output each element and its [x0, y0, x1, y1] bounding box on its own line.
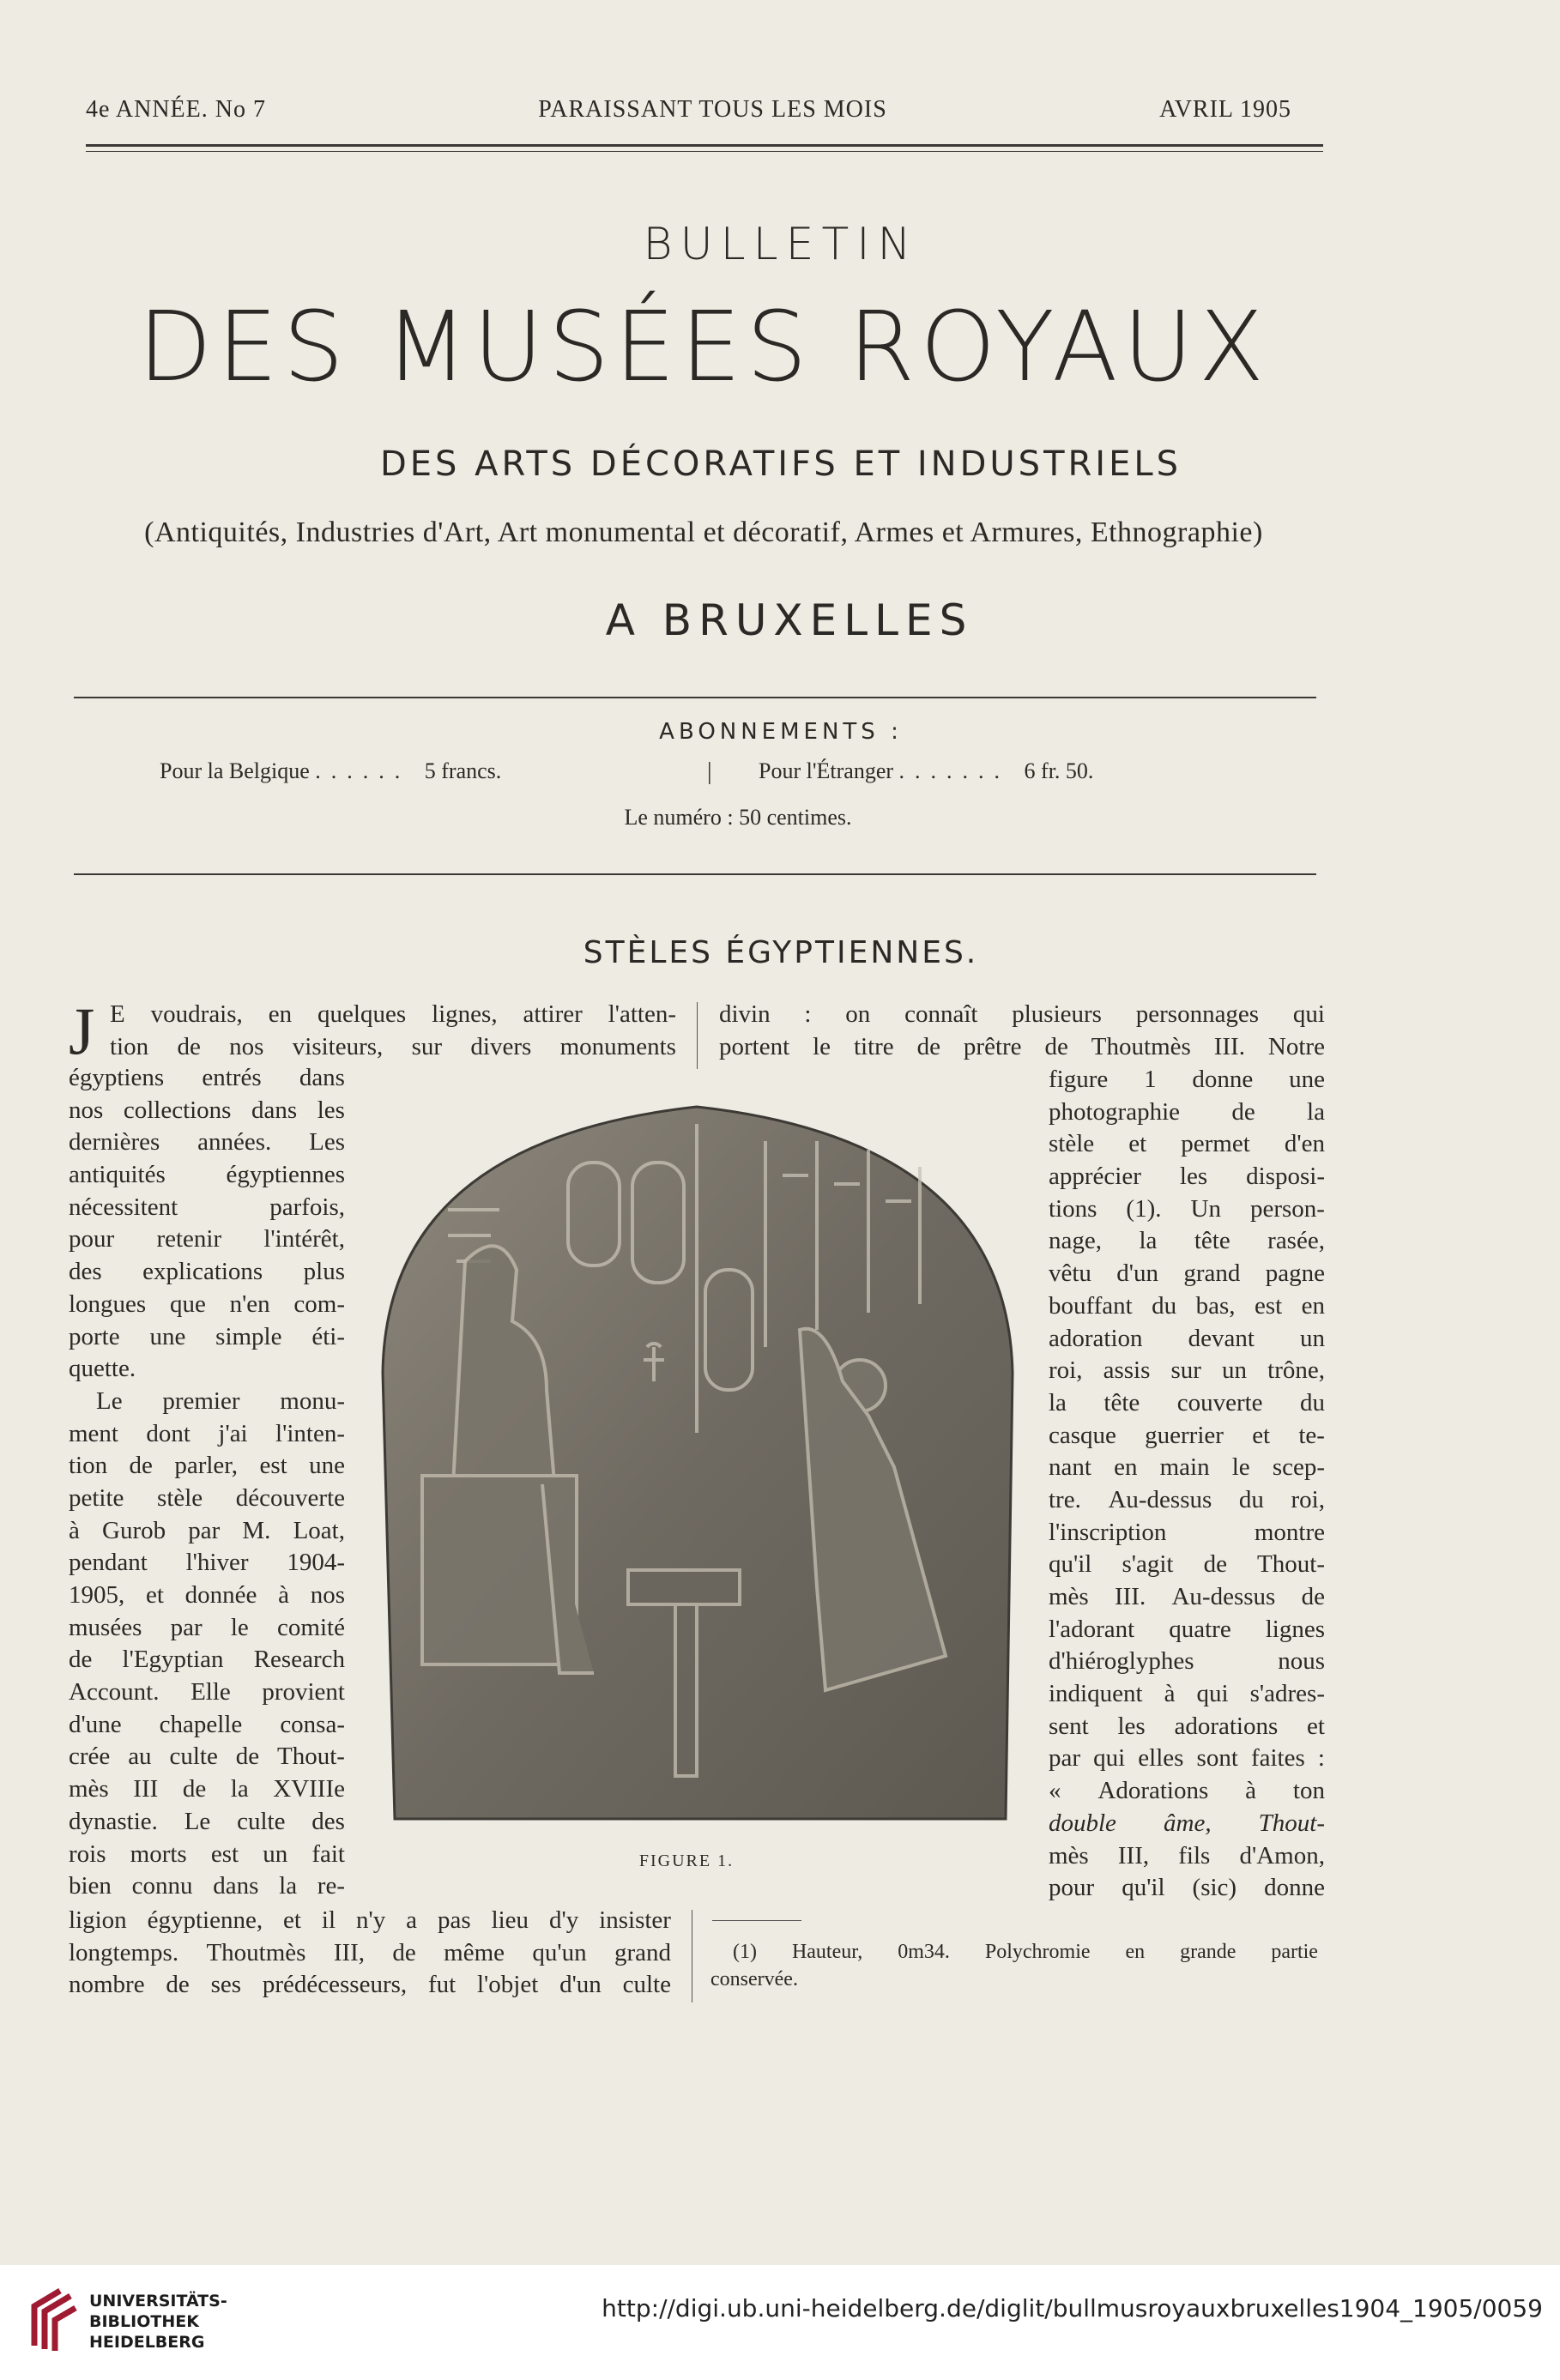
paragraph-line: longues que n'en com-: [69, 1290, 345, 1318]
issue-number: 4e ANNÉE. No 7: [86, 96, 266, 123]
belgium-price: 5 francs.: [424, 758, 502, 783]
masthead-subtitle: DES ARTS DÉCORATIFS ET INDUSTRIELS: [379, 444, 1182, 484]
paragraph-line: « Adorations à ton: [1049, 1777, 1325, 1805]
paragraph-line: des explications plus: [69, 1258, 345, 1286]
paragraph-line: tre. Au-dessus du roi,: [1049, 1485, 1325, 1513]
paragraph-line: longtemps. Thoutmès III, de même qu'un grand: [69, 1938, 671, 1966]
paragraph-line: petite stèle découverte: [69, 1483, 345, 1512]
paragraph-line: tion de parler, est une: [69, 1452, 345, 1480]
paragraph-line: vêtu d'un grand pagne: [1049, 1259, 1325, 1288]
permalink-url[interactable]: http://digi.ub.uni-heidelberg.de/diglit/bullmusroyauxbruxelles1904_1905/0059: [602, 2294, 1543, 2323]
paragraph-line: portent le titre de prêtre de Thoutmès III. Notre: [719, 1032, 1325, 1060]
paragraph-line: figure 1 donne une: [1049, 1066, 1325, 1093]
periodicity: PARAISSANT TOUS LES MOIS: [538, 96, 887, 123]
paragraph-line: dernières années. Les: [69, 1128, 345, 1157]
paragraph-line: l'inscription montre: [1049, 1518, 1325, 1546]
paragraph-line: photographie de la: [1049, 1097, 1325, 1126]
footnote-line: conservée.: [710, 1968, 798, 1990]
footer-bar: [0, 2265, 1560, 2380]
paragraph-line: roi, assis sur un trône,: [1049, 1356, 1325, 1385]
paragraph-line: d'une chapelle consa-: [69, 1710, 345, 1738]
subscriptions-heading: ABONNEMENTS :: [659, 719, 903, 745]
paragraph-line: quette.: [69, 1355, 136, 1383]
paragraph-line: rois morts est un fait: [69, 1839, 345, 1868]
paragraph-line: porte une simple éti-: [69, 1322, 345, 1350]
paragraph-line: Account. Elle provient: [69, 1678, 345, 1706]
paragraph-line: tion de nos visiteurs, sur divers monuments: [110, 1032, 676, 1060]
paragraph-line: égyptiens entrés dans: [69, 1064, 345, 1091]
masthead-title: DES MUSÉES ROYAUX: [137, 292, 1270, 403]
paragraph-line: pour retenir l'intérêt,: [69, 1225, 345, 1253]
paragraph-line: nage, la tête rasée,: [1049, 1227, 1325, 1255]
running-header: [86, 96, 1291, 124]
paragraph-line: bien connu dans la re-: [69, 1872, 345, 1900]
article-title: STÈLES ÉGYPTIENNES.: [583, 935, 979, 970]
paragraph-line: crée au culte de Thout-: [69, 1743, 345, 1771]
header-rule-bottom: [86, 151, 1323, 152]
subscriptions-rule: [74, 873, 1316, 875]
paragraph-line: adoration devant un: [1049, 1324, 1325, 1352]
paragraph-line: pendant l'hiver 1904-: [69, 1549, 345, 1577]
abroad-label: Pour l'Étranger: [759, 758, 894, 783]
paragraph-line: ment dont j'ai l'inten-: [69, 1419, 345, 1447]
paragraph-line: la tête couverte du: [1049, 1388, 1325, 1417]
footnote-line: (1) Hauteur, 0m34. Polychromie en grande partie: [733, 1941, 1318, 1963]
library-name-line: UNIVERSITÄTS-: [89, 2292, 227, 2311]
paragraph-line: indiquent à qui s'adres-: [1049, 1680, 1325, 1708]
paragraph-line: apprécier les disposi-: [1049, 1163, 1325, 1191]
paragraph-line: mès III, fils d'Amon,: [1049, 1841, 1325, 1870]
paragraph-line: pour qu'il (sic) donne: [1049, 1874, 1325, 1902]
library-logo-icon: [26, 2286, 77, 2353]
paragraph-line: divin : on connaît plusieurs personnages qui: [719, 1000, 1325, 1028]
paragraph-line: 1905, et donnée à nos: [69, 1581, 345, 1609]
paragraph-line: nos collections dans les: [69, 1096, 345, 1124]
left-column-narrow: [69, 1064, 345, 1905]
drop-cap: J: [69, 994, 95, 1068]
column-divider-top: [697, 1002, 698, 1069]
right-column-intro: [719, 1000, 1325, 1065]
paragraph-line: stèle et permet d'en: [1049, 1130, 1325, 1158]
footnote: [710, 1941, 1318, 1996]
paragraph-line: nombre de ses prédécesseurs, fut l'objet d'un culte: [69, 1971, 671, 1999]
paragraph-line: nant en main le scep-: [1049, 1453, 1325, 1482]
masthead-bulletin: BULLETIN: [643, 219, 919, 270]
paragraph-line: double âme, Thout-: [1049, 1809, 1325, 1837]
paragraph-line: dynastie. Le culte des: [69, 1807, 345, 1835]
masthead-scope: (Antiquités, Industries d'Art, Art monumental et décoratif, Armes et Armures, Ethnographie): [144, 516, 1263, 548]
paragraph-line: par qui elles sont faites :: [1049, 1744, 1325, 1773]
right-column-narrow: [1049, 1066, 1325, 1906]
paragraph-line: l'adorant quatre lignes: [1049, 1615, 1325, 1643]
left-column-intro: [110, 1000, 676, 1065]
paragraph-line: casque guerrier et te-: [1049, 1421, 1325, 1449]
figure-caption: FIGURE 1.: [638, 1851, 735, 1870]
paragraph-line: mès III. Au-dessus de: [1049, 1583, 1325, 1610]
masthead-city: A BRUXELLES: [605, 595, 974, 645]
footnote-rule: [712, 1920, 801, 1921]
single-issue-price: Le numéro : 50 centimes.: [624, 805, 852, 830]
paragraph-line: à Gurob par M. Loat,: [69, 1516, 345, 1544]
masthead-rule: [74, 697, 1316, 698]
stele-figure: [371, 1090, 1023, 1827]
paragraph-line: musées par le comité: [69, 1613, 345, 1641]
library-name: [89, 2291, 227, 2353]
abroad-price: 6 fr. 50.: [1024, 758, 1094, 783]
paragraph-line: sent les adorations et: [1049, 1712, 1325, 1740]
library-name-line: BIBLIOTHEK: [89, 2312, 199, 2331]
left-column-bottom: [69, 1906, 671, 2003]
paragraph-line: d'hiéroglyphes nous: [1049, 1647, 1325, 1676]
price-separator: |: [707, 758, 712, 785]
paragraph-line: de l'Egyptian Research: [69, 1646, 345, 1674]
paragraph-line: qu'il s'agit de Thout-: [1049, 1550, 1325, 1579]
paragraph-line: mès III de la XVIIIe: [69, 1775, 345, 1803]
paragraph-line: Le premier monu-: [96, 1386, 345, 1415]
belgium-label: Pour la Belgique: [160, 758, 310, 783]
paragraph-line: tions (1). Un person-: [1049, 1194, 1325, 1223]
subscription-abroad: Pour l'Étranger ....... 6 fr. 50.: [759, 758, 1094, 783]
subscription-belgium: Pour la Belgique ...... 5 francs.: [160, 758, 502, 783]
paragraph-line: ligion égyptienne, et il n'y a pas lieu d'y insister: [69, 1906, 671, 1934]
paragraph-line: nécessitent parfois,: [69, 1193, 345, 1221]
header-rule-top: [86, 144, 1323, 147]
issue-date: AVRIL 1905: [1159, 96, 1291, 123]
paragraph-line: antiquités égyptiennes: [69, 1161, 345, 1189]
paragraph-line: E voudrais, en quelques lignes, attirer l'atten-: [110, 1000, 676, 1028]
library-name-line: HEIDELBERG: [89, 2333, 205, 2352]
paragraph-line: bouffant du bas, est en: [1049, 1291, 1325, 1320]
